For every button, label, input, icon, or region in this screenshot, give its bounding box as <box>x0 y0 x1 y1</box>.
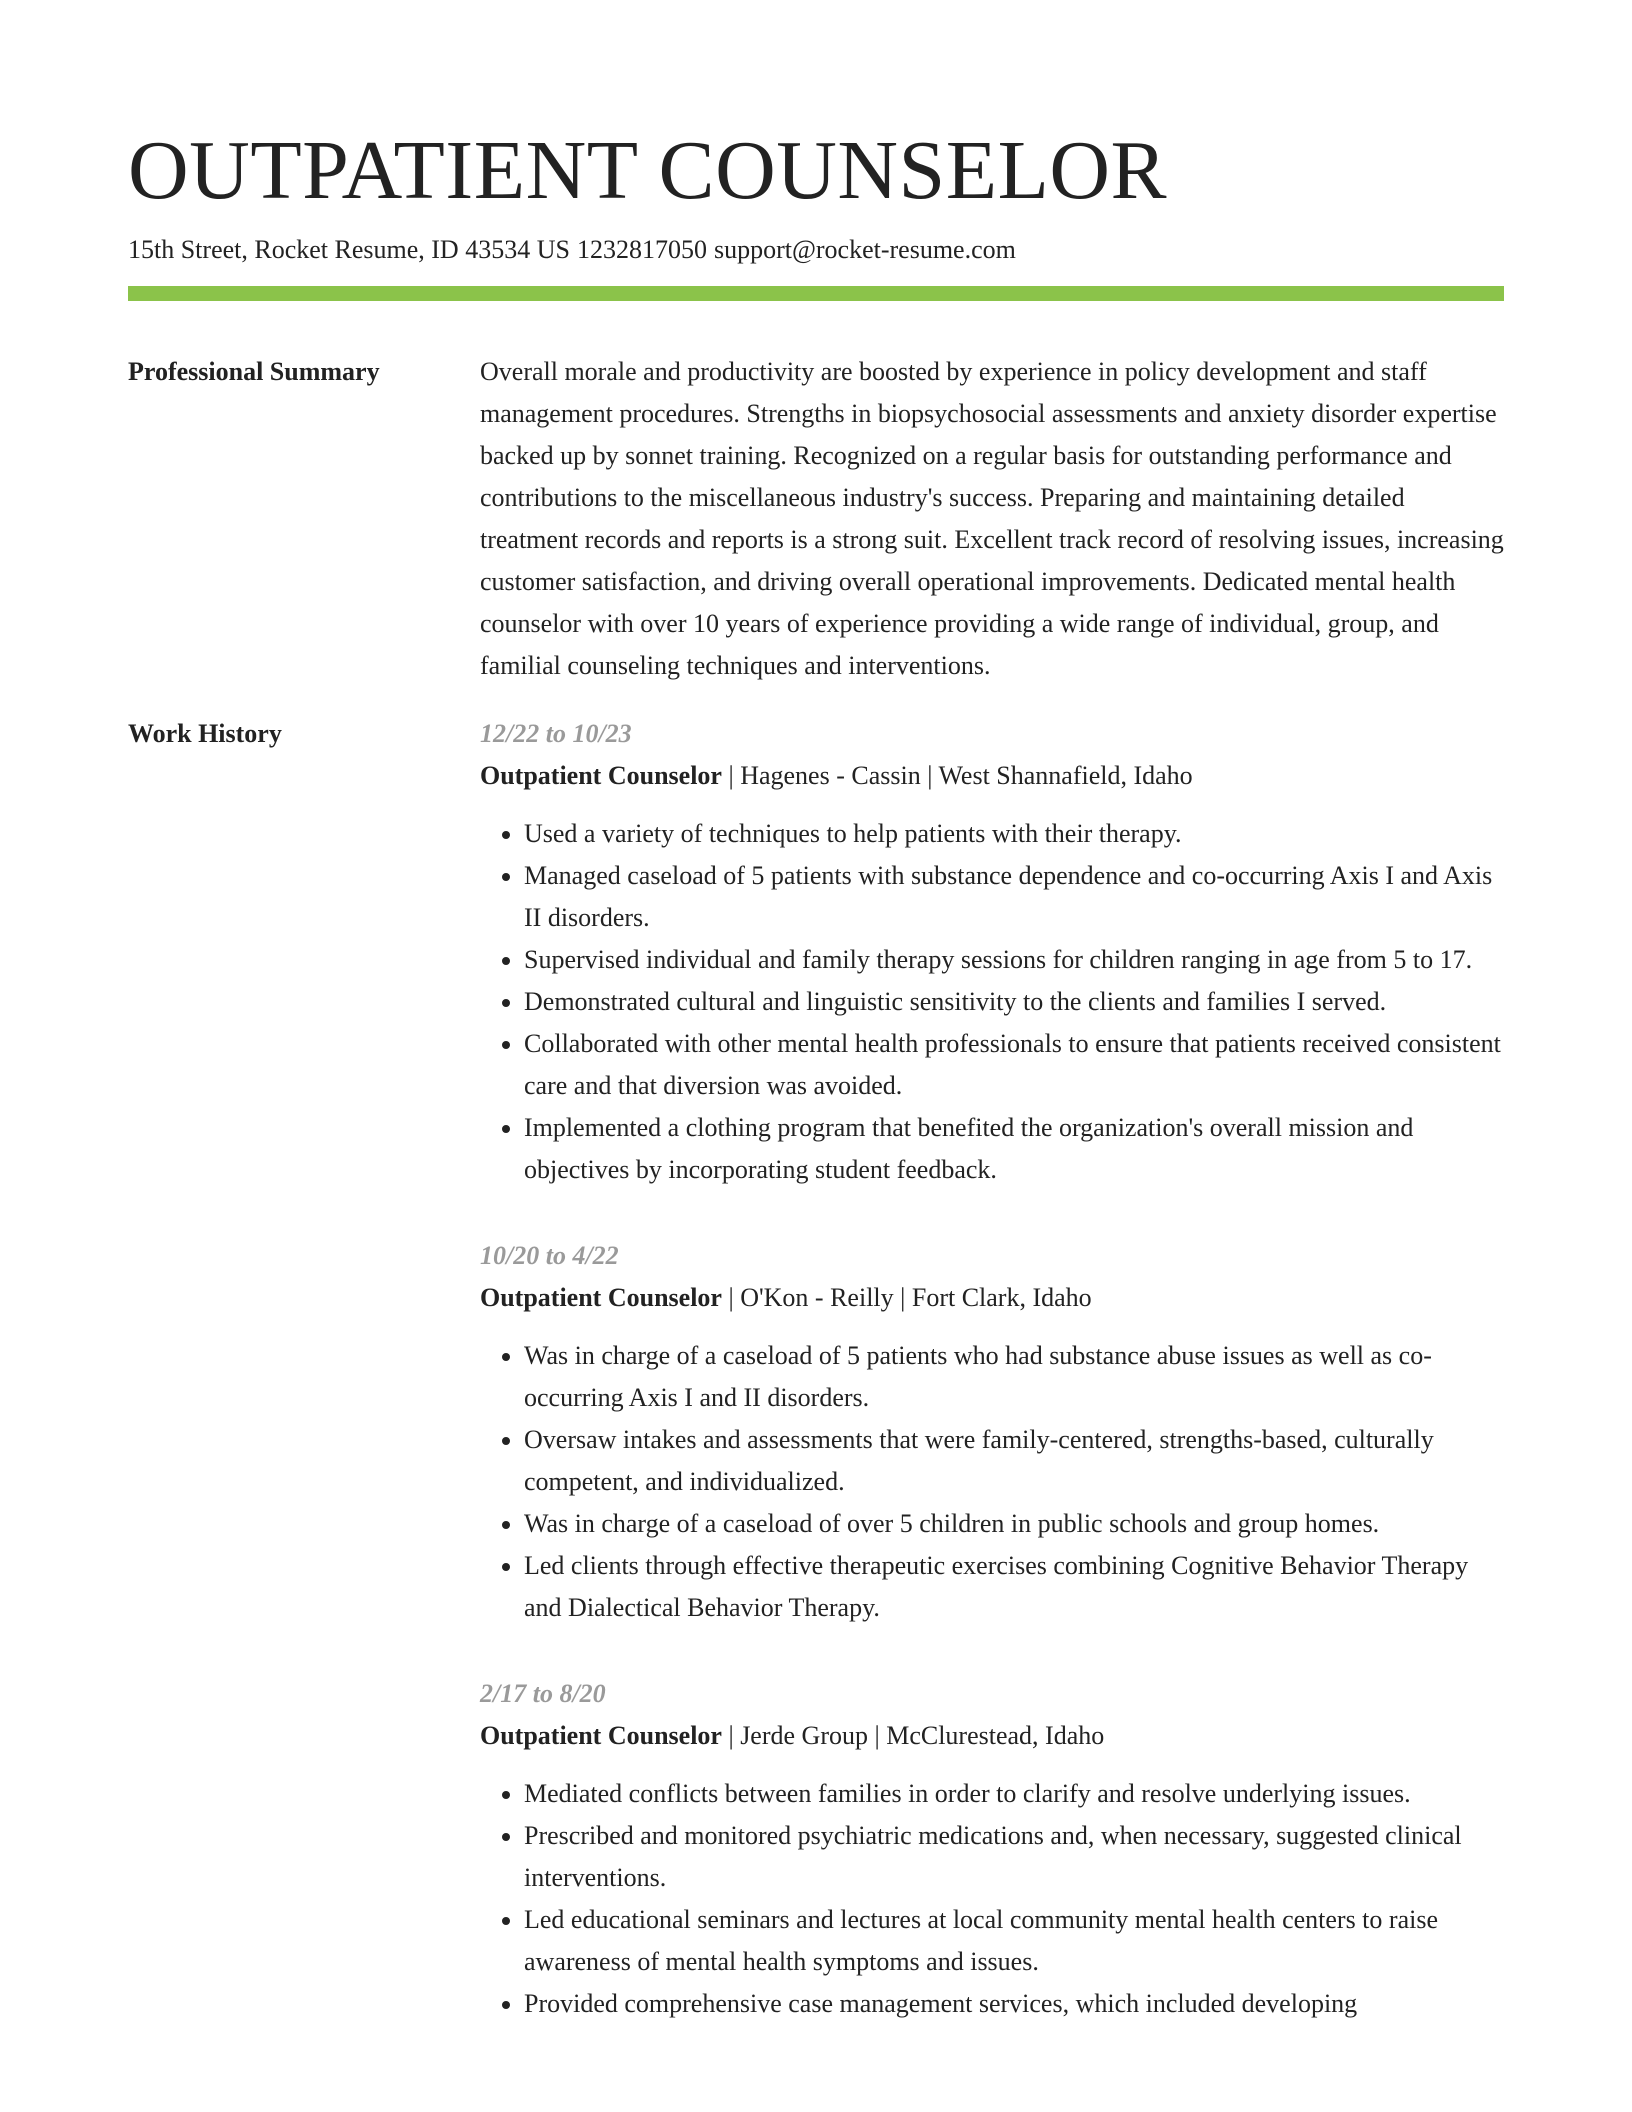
job-title-line <box>480 1277 1504 1319</box>
job-separator: | <box>728 761 734 790</box>
summary-body <box>480 351 1504 687</box>
job-bullet-list <box>480 813 1504 1191</box>
job-bullet: • Was in charge of a caseload of over 5 children in public schools and group homes. <box>524 1503 1504 1545</box>
job-bullet-list <box>480 1335 1504 1629</box>
job-title-line <box>480 755 1504 797</box>
job-dates: 2/17 to 8/20 <box>480 1679 606 1708</box>
job-entry <box>480 1673 1504 2025</box>
job-separator: | <box>874 1721 880 1750</box>
job-bullet: • Demonstrated cultural and linguistic sensitivity to the clients and families I served. <box>524 981 1504 1023</box>
job-bullet: • Mediated conflicts between families in order to clarify and resolve underlying issues. <box>524 1773 1504 1815</box>
job-bullet: • Led educational seminars and lectures at local community mental health centers to raise awareness of mental health symptoms and issues. <box>524 1899 1504 1983</box>
work-history-section <box>128 713 1504 2069</box>
job-company: Jerde Group <box>740 1721 868 1750</box>
job-company: Hagenes - Cassin <box>740 761 921 790</box>
job-bullet-list <box>480 1773 1504 2025</box>
job-entry <box>480 713 1504 1191</box>
job-bullet: • Led clients through effective therapeutic exercises combining Cognitive Behavior Therapy and Dialectical Behavior Therapy. <box>524 1545 1504 1629</box>
resume-page <box>128 0 1504 2069</box>
job-bullet: • Oversaw intakes and assessments that were family-centered, strengths-based, culturally competent, and individualized. <box>524 1419 1504 1503</box>
job-title: Outpatient Counselor <box>480 1721 722 1750</box>
contact-line <box>128 233 1504 267</box>
header-divider <box>128 286 1504 301</box>
job-separator: | <box>728 1283 734 1312</box>
job-separator: | <box>900 1283 906 1312</box>
job-separator: | <box>728 1721 734 1750</box>
job-dates: 10/20 to 4/22 <box>480 1241 619 1270</box>
work-history-body <box>480 713 1504 2069</box>
professional-summary-section <box>128 351 1504 687</box>
contact-email: support@rocket-resume.com <box>713 235 1016 264</box>
contact-phone: 1232817050 <box>576 235 707 264</box>
job-bullet: • Supervised individual and family therapy sessions for children ranging in age from 5 to 17. <box>524 939 1504 981</box>
section-label-work-history: Work History <box>128 719 282 748</box>
resume-title: OUTPATIENT COUNSELOR <box>128 124 1168 217</box>
job-bullet: • Prescribed and monitored psychiatric medications and, when necessary, suggested clinical interventions. <box>524 1815 1504 1899</box>
job-bullet: • Collaborated with other mental health professionals to ensure that patients received consistent care and that diversion was avoided. <box>524 1023 1504 1107</box>
job-bullet: • Managed caseload of 5 patients with substance dependence and co-occurring Axis I and Axis II disorders. <box>524 855 1504 939</box>
job-company: O'Kon - Reilly <box>740 1283 894 1312</box>
contact-address: 15th Street, Rocket Resume, ID 43534 US <box>128 235 570 264</box>
section-label-summary: Professional Summary <box>128 357 380 386</box>
job-bullet: • Provided comprehensive case management services, which included developing <box>524 1983 1504 2025</box>
job-title: Outpatient Counselor <box>480 761 722 790</box>
job-bullet: • Used a variety of techniques to help patients with their therapy. <box>524 813 1504 855</box>
job-location: McClurestead, Idaho <box>886 1721 1105 1750</box>
job-bullet: • Was in charge of a caseload of 5 patients who had substance abuse issues as well as co-occurring Axis I and II disorders. <box>524 1335 1504 1419</box>
job-entry <box>480 1235 1504 1629</box>
job-separator: | <box>927 761 933 790</box>
job-location: Fort Clark, Idaho <box>911 1283 1092 1312</box>
job-bullet: • Implemented a clothing program that benefited the organization's overall mission and objectives by incorporating student feedback. <box>524 1107 1504 1191</box>
job-location: West Shannafield, Idaho <box>938 761 1193 790</box>
job-title-line <box>480 1715 1504 1757</box>
job-title: Outpatient Counselor <box>480 1283 722 1312</box>
summary-text: Overall morale and productivity are boosted by experience in policy development and staff management procedures. Strengths in biopsychosocial assessments and anxiety disorder expertise backed up by sonnet training. Recognized on a regular basis for outstanding performance and contributions to the miscellaneous industry's success. Preparing and maintaining detailed treatment records and reports is a strong suit. Excellent track record of resolving issues, increasing customer satisfaction, and driving overall operational improvements. Dedicated mental health counselor with over 10 years of experience providing a wide range of individual, group, and familial counseling techniques and interventions. <box>480 357 1504 680</box>
job-dates: 12/22 to 10/23 <box>480 719 632 748</box>
